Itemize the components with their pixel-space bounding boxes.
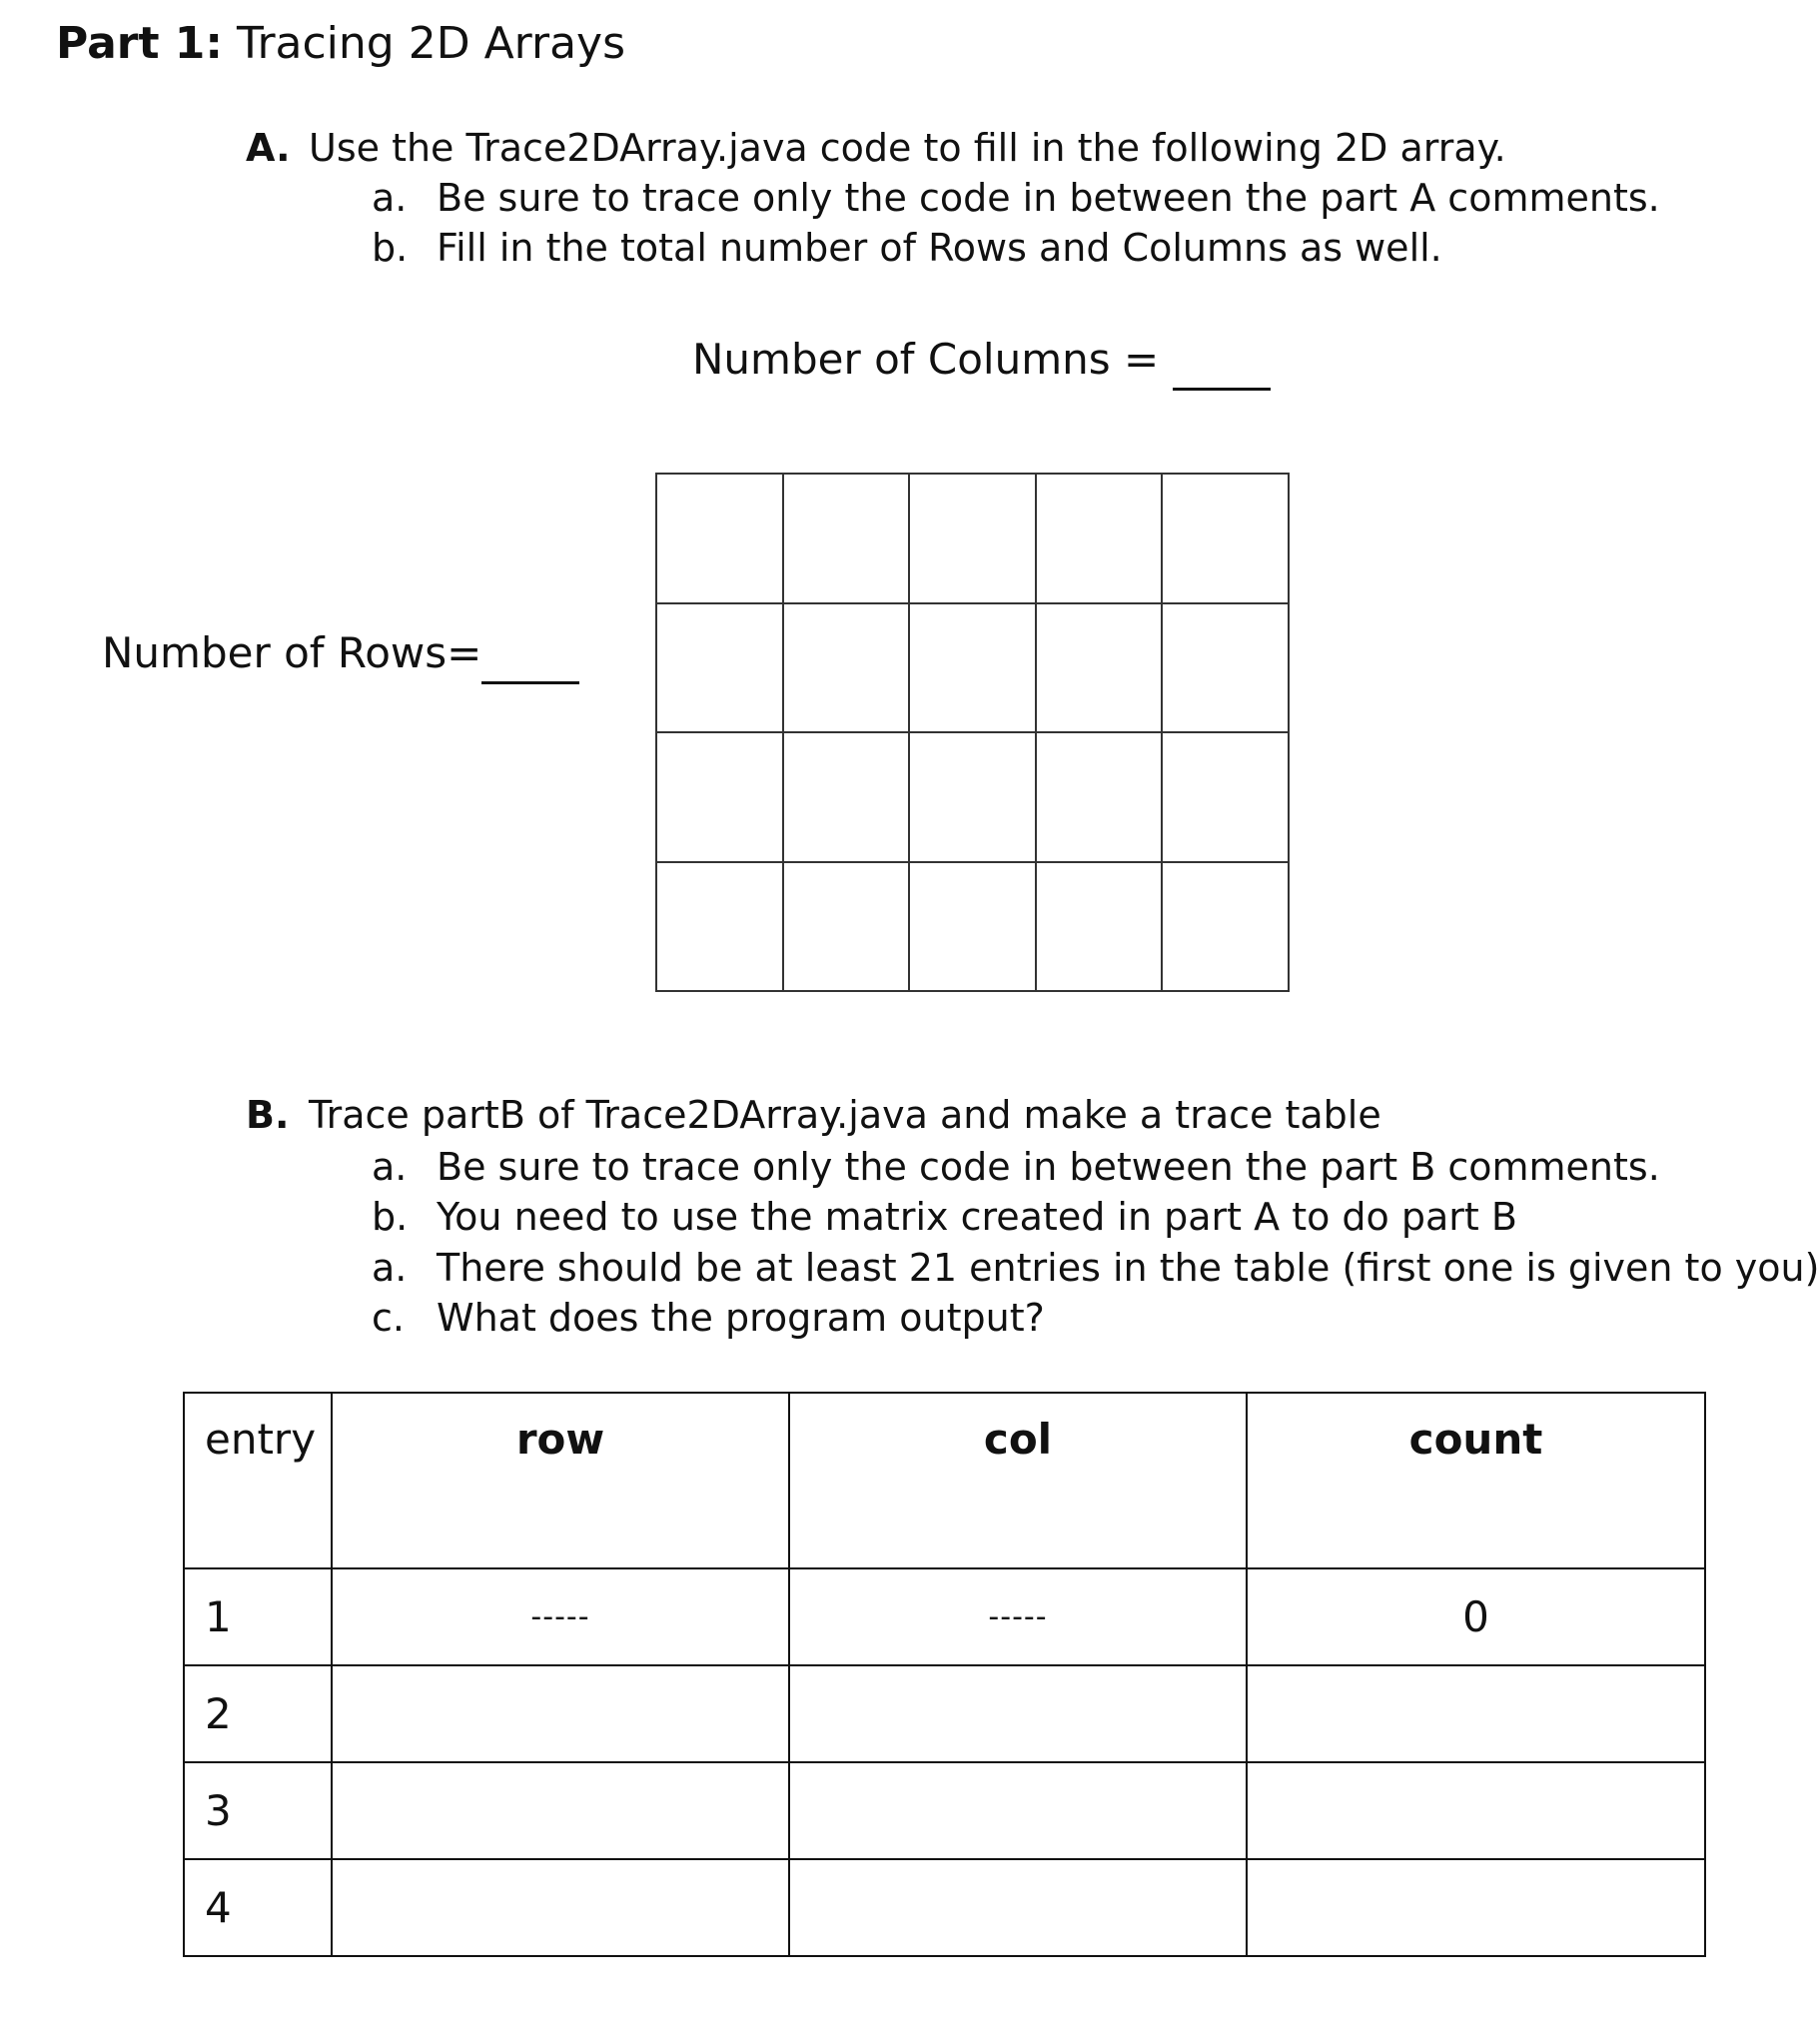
row-cell[interactable] (332, 1665, 789, 1762)
grid-cell[interactable] (1036, 732, 1163, 862)
section-a-item-a-letter: a. (372, 176, 408, 220)
count-cell[interactable] (1247, 1665, 1705, 1762)
number-of-columns-field (692, 332, 1271, 391)
row-cell[interactable] (332, 1859, 789, 1956)
grid-cell[interactable] (783, 862, 910, 992)
grid-row (656, 474, 1289, 603)
section-b-letter: B. (246, 1093, 290, 1137)
header-row: row (332, 1393, 789, 1568)
col-cell[interactable] (789, 1762, 1247, 1859)
grid-cell[interactable] (1162, 862, 1289, 992)
row-cell[interactable]: ----- (332, 1568, 789, 1665)
trace-table-header-row (184, 1393, 1705, 1568)
col-cell[interactable] (789, 1859, 1247, 1956)
trace-table (183, 1392, 1706, 1957)
section-b-item-1-text: Be sure to trace only the code in between the part B comments. (437, 1145, 1660, 1189)
grid-row (656, 862, 1289, 992)
col-cell[interactable]: ----- (789, 1568, 1247, 1665)
entry-cell: 2 (184, 1665, 332, 1762)
grid-cell[interactable] (1162, 732, 1289, 862)
section-b-item-2-letter: b. (372, 1195, 409, 1239)
section-a-item-b-text: Fill in the total number of Rows and Columns as well. (437, 226, 1442, 270)
grid-cell[interactable] (909, 474, 1036, 603)
grid-row (656, 603, 1289, 733)
section-b-item-3-text: There should be at least 21 entries in the table (first one is given to you) (437, 1246, 1820, 1290)
grid-cell[interactable] (656, 474, 783, 603)
grid-cell[interactable] (783, 732, 910, 862)
grid-cell[interactable] (783, 474, 910, 603)
section-b-item-4-text: What does the program output? (437, 1296, 1045, 1340)
grid-cell[interactable] (656, 603, 783, 733)
section-b-item-2-text: You need to use the matrix created in part A to do part B (437, 1195, 1517, 1239)
header-count: count (1247, 1393, 1705, 1568)
grid-cell[interactable] (909, 732, 1036, 862)
grid-cell[interactable] (1036, 474, 1163, 603)
header-entry: entry (184, 1393, 332, 1568)
entry-cell: 4 (184, 1859, 332, 1956)
section-a-item-a-text: Be sure to trace only the code in between the part A comments. (437, 176, 1660, 220)
part-title-text: Tracing 2D Arrays (237, 18, 626, 69)
table-row (184, 1568, 1705, 1665)
table-row (184, 1859, 1705, 1956)
col-cell[interactable] (789, 1665, 1247, 1762)
table-row (184, 1665, 1705, 1762)
grid-row (656, 732, 1289, 862)
number-of-rows-label: Number of Rows= (102, 628, 482, 677)
section-b-item-1-letter: a. (372, 1145, 408, 1189)
section-a-item-b-letter: b. (372, 226, 409, 270)
part-label: Part 1: (56, 18, 224, 69)
grid-cell[interactable] (1036, 603, 1163, 733)
row-cell[interactable] (332, 1762, 789, 1859)
number-of-rows-blank[interactable] (481, 625, 579, 684)
number-of-columns-label: Number of Columns = (692, 335, 1173, 384)
grid-cell[interactable] (1036, 862, 1163, 992)
section-b-item-3-letter: a. (372, 1246, 408, 1290)
grid-cell[interactable] (656, 732, 783, 862)
header-col: col (789, 1393, 1247, 1568)
grid-cell[interactable] (783, 603, 910, 733)
grid-cell[interactable] (1162, 474, 1289, 603)
grid-cell[interactable] (1162, 603, 1289, 733)
section-b-item-4-letter: c. (372, 1296, 405, 1340)
entry-cell: 1 (184, 1568, 332, 1665)
grid-cell[interactable] (909, 603, 1036, 733)
section-a-text: Use the Trace2DArray.java code to fill in the following 2D array. (309, 126, 1506, 170)
array-grid (655, 473, 1290, 992)
number-of-rows-field (102, 625, 579, 684)
grid-cell[interactable] (909, 862, 1036, 992)
count-cell[interactable]: 0 (1247, 1568, 1705, 1665)
count-cell[interactable] (1247, 1762, 1705, 1859)
number-of-columns-blank[interactable] (1173, 332, 1271, 391)
section-b-text: Trace partB of Trace2DArray.java and make a trace table (309, 1093, 1381, 1137)
part-title (56, 14, 625, 74)
entry-cell: 3 (184, 1762, 332, 1859)
count-cell[interactable] (1247, 1859, 1705, 1956)
table-row (184, 1762, 1705, 1859)
section-a-letter: A. (246, 126, 291, 170)
grid-cell[interactable] (656, 862, 783, 992)
